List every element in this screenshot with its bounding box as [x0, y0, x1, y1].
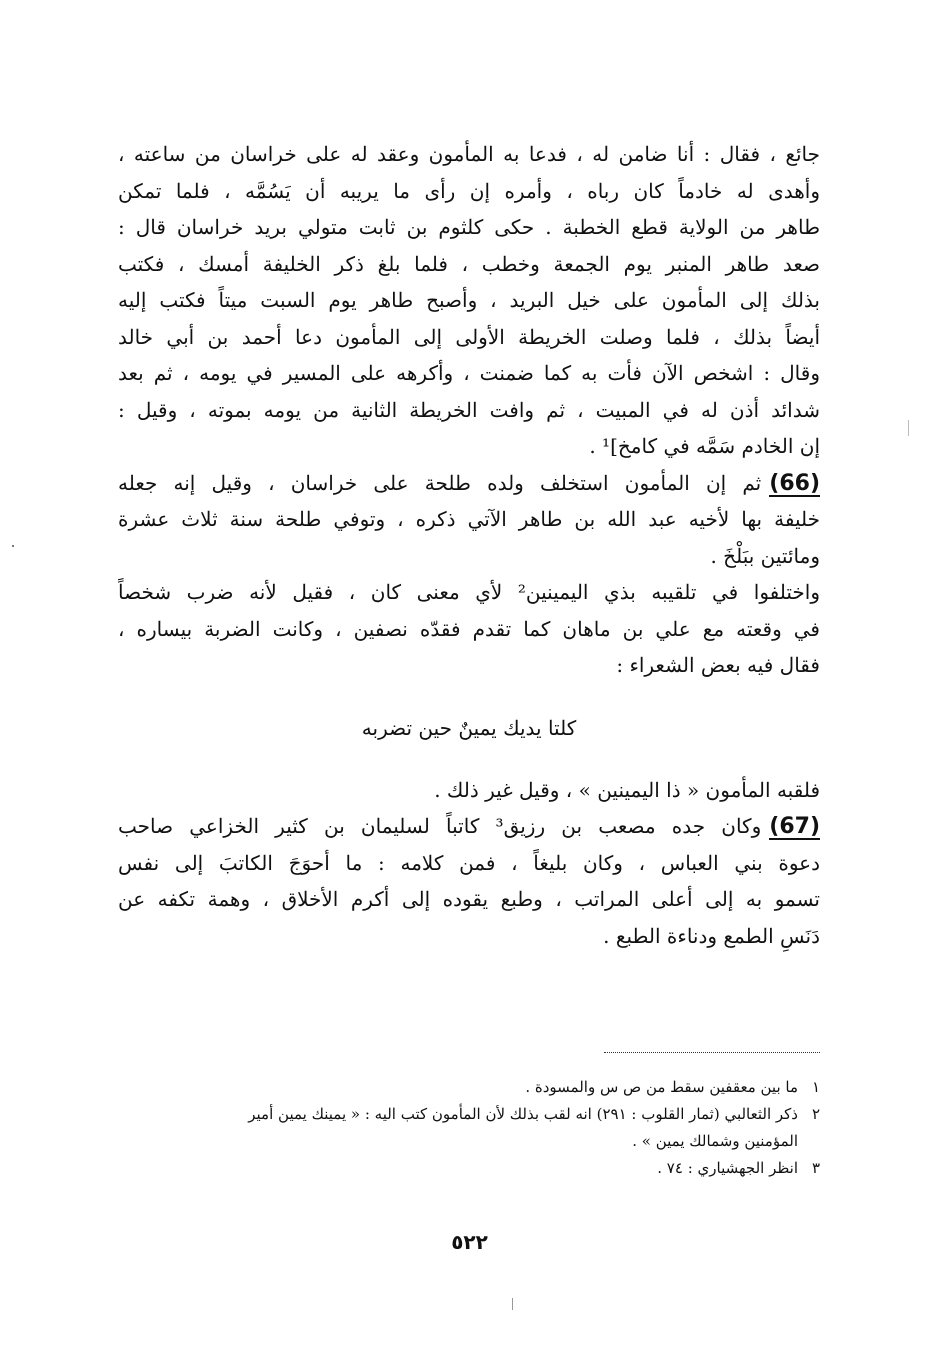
scan-speck	[908, 420, 909, 436]
text-line: تسمو به إلى أعلى المراتب ، وطبع يقوده إلى أكرم الأخلاق ، وهمة تكفه عن	[118, 887, 820, 911]
text-line: ثم إن المأمون استخلف ولده طلحة على خراسان ، وقيل إنه جعله	[118, 470, 762, 495]
text-line: واختلفوا في تلقيبه بذي اليمينين² لأي معنى كان ، فقيل لأنه ضرب شخصاً	[118, 580, 820, 604]
scan-speck	[12, 545, 14, 547]
text-line: دَنَسِ الطمع ودناءة الطبع .	[603, 923, 820, 948]
footnote	[118, 1101, 820, 1128]
text-line: جائع ، فقال : أنا ضامن له ، فدعا به المأمون وعقد له على خراسان من ساعته ،	[118, 142, 820, 166]
footnote-text: ذكر الثعالبي (ثمار القلوب : ٢٩١) انه لقب بذلك لأن المأمون كتب اليه : « يمينك يمين أمير	[248, 1105, 798, 1123]
text-line: وقال : اشخص الآن فأت به كما ضمنت ، وأكرهه على المسير في يومه ، ثم بعد	[118, 361, 820, 385]
paragraph-66-first-line	[118, 465, 820, 502]
text-line: أيضاً بذلك ، فلما وصلت الخريطة الأولى إلى المأمون دعا أحمد بن أبي خالد	[118, 324, 820, 349]
footnote-text: انظر الجهشياري : ٧٤ .	[657, 1159, 798, 1177]
paragraph-67-first-line	[118, 808, 820, 845]
main-text	[118, 136, 820, 954]
text-line: دعوة بني العباس ، وكان بليغاً ، فمن كلامه : ما أحوَجَ الكاتبَ إلى نفس	[118, 850, 820, 875]
footnote-number: ١	[811, 1078, 820, 1096]
footnotes	[118, 1074, 820, 1182]
text-line: وكان جده مصعب بن رزيق³ كاتباً لسليمان بن كثير الخزاعي صاحب	[118, 814, 762, 838]
text-line: شدائد أذن له في المبيت ، ثم وافت الخريطة الثانية من يومه بموته ، وقيل :	[118, 397, 820, 422]
text-line: ومائتين ببَلْخَ .	[710, 543, 820, 568]
verse-line: كلتا يديك يمينٌ حين تضربه	[361, 715, 577, 740]
footnote	[118, 1074, 820, 1101]
text-line: فقال فيه بعض الشعراء :	[616, 653, 820, 677]
footnote-continuation: المؤمنين وشمالك يمين » .	[632, 1132, 798, 1150]
text-line: وأهدى له خادماً كان رباه ، وأمره إن رأى ما يريبه أن يَسُمَّه ، فلما تمكن	[118, 178, 820, 203]
text-line: خليفة بها لأخيه عبد الله بن طاهر الآتي ذكره ، وتوفي طلحة سنة ثلاث عشرة	[118, 507, 820, 531]
scan-speck	[512, 1298, 513, 1310]
footnote-text: ما بين معقفين سقط من ص س والمسودة .	[525, 1078, 798, 1096]
text-line: طاهر من الولاية قطع الخطبة . حكى كلثوم بن ثابت متولي بريد خراسان قال :	[118, 215, 820, 239]
page-number: ٥٢٢	[451, 1230, 488, 1254]
paragraph-number: (66)	[769, 470, 820, 496]
footnote-number: ٢	[811, 1105, 820, 1123]
footnote-separator	[604, 1052, 820, 1053]
text-line: في وقعته مع علي بن ماهان كما تقدم فقدّه نصفين ، وكانت الضربة بيساره ،	[118, 616, 820, 641]
footnote-number: ٣	[811, 1159, 820, 1177]
text-line: إن الخادم سَمَّه في كامخ]¹ .	[589, 434, 820, 458]
footnote	[118, 1155, 820, 1182]
text-line: صعد طاهر المنبر يوم الجمعة وخطب ، فلما بلغ ذكر الخليفة أمسك ، فكتب	[118, 251, 820, 276]
text-line: بذلك إلى المأمون على خيل البريد ، وأصبح طاهر يوم السبت ميتاً فكتب إليه	[118, 288, 820, 312]
paragraph-number: (67)	[769, 814, 820, 839]
text-line: فلقبه المأمون « ذا اليمينين » ، وقيل غير ذلك .	[434, 777, 820, 802]
